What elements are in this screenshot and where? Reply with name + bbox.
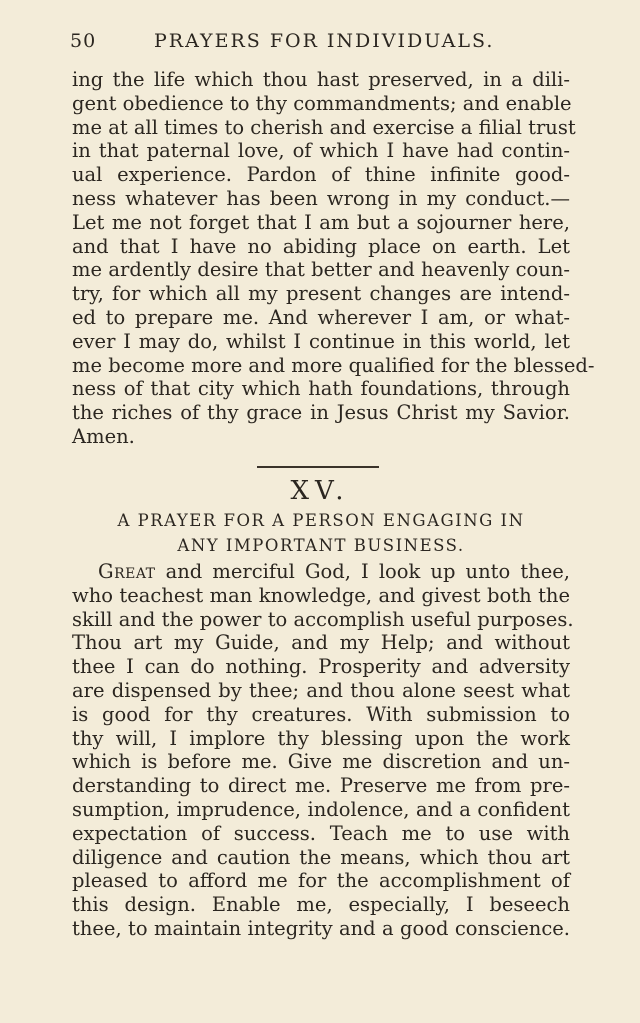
text-line: skill and the power to accomplish useful purposes. bbox=[72, 607, 574, 631]
section-number: XV. bbox=[290, 476, 350, 506]
text-line: is good for thy creatures. With submission to bbox=[72, 702, 570, 726]
text-line: try, for which all my present changes are intend- bbox=[72, 282, 570, 306]
section-title bbox=[72, 508, 570, 558]
running-head: PRAYERS FOR INDIVIDUALS. bbox=[154, 30, 495, 52]
section-divider bbox=[257, 466, 379, 468]
text-line: this design. Enable me, especially, I beseech bbox=[72, 893, 570, 917]
text-line: ual experience. Pardon of thine infinite good- bbox=[72, 163, 570, 187]
text-line: derstanding to direct me. Preserve me from pre- bbox=[72, 774, 570, 798]
continued-prayer-text bbox=[72, 68, 595, 449]
text-line: are dispensed by thee; and thou alone seest what bbox=[72, 678, 570, 702]
text-line: the riches of thy grace in Jesus Christ my Savior. bbox=[72, 401, 570, 425]
text-line: ever I may do, whilst I continue in this world, let bbox=[72, 329, 570, 353]
text-line: gent obedience to thy commandments; and enable bbox=[72, 91, 572, 115]
opening-word: Great bbox=[98, 560, 156, 583]
opening-line bbox=[72, 560, 570, 584]
text-line: which is before me. Give me discretion and un- bbox=[72, 750, 570, 774]
text-line: Thou art my Guide, and my Help; and without bbox=[72, 631, 570, 655]
text-line: in that paternal love, of which I have had contin- bbox=[72, 139, 570, 163]
text-line: expectation of success. Teach me to use with bbox=[72, 821, 570, 845]
text-line: thy will, I implore thy blessing upon the work bbox=[72, 726, 570, 750]
new-prayer-text bbox=[72, 560, 574, 941]
section-title-line: A PRAYER FOR A PERSON ENGAGING IN bbox=[117, 511, 525, 530]
text-line: thee I can do nothing. Prosperity and adversity bbox=[72, 655, 570, 679]
text-line: Amen. bbox=[72, 424, 135, 448]
text-line: ness of that city which hath foundations, through bbox=[72, 377, 570, 401]
text-line: diligence and caution the means, which thou art bbox=[72, 845, 570, 869]
page-header bbox=[70, 30, 570, 60]
page-number: 50 bbox=[70, 30, 97, 52]
text-line: pleased to afford me for the accomplishment of bbox=[72, 869, 570, 893]
opening-line-rest: and merciful God, I look up unto thee, bbox=[155, 560, 570, 583]
text-line: sumption, imprudence, indolence, and a confident bbox=[72, 797, 570, 821]
text-line: me at all times to cherish and exercise a filial trust bbox=[72, 115, 576, 139]
text-line: thee, to maintain integrity and a good conscience. bbox=[72, 916, 570, 940]
text-line: ing the life which thou hast preserved, in a dili- bbox=[72, 68, 570, 91]
section-title-line: ANY IMPORTANT BUSINESS. bbox=[177, 536, 465, 555]
text-line: who teachest man knowledge, and givest both the bbox=[72, 583, 570, 607]
text-line: me become more and more qualified for the blessed- bbox=[72, 353, 595, 377]
text-line: and that I have no abiding place on earth. Let bbox=[72, 234, 570, 258]
text-line: me ardently desire that better and heavenly coun- bbox=[72, 258, 570, 282]
text-line: Let me not forget that I am but a sojourner here, bbox=[72, 210, 570, 234]
text-line: ed to prepare me. And wherever I am, or what- bbox=[72, 305, 570, 329]
text-line: ness whatever has been wrong in my conduct.— bbox=[72, 186, 570, 210]
